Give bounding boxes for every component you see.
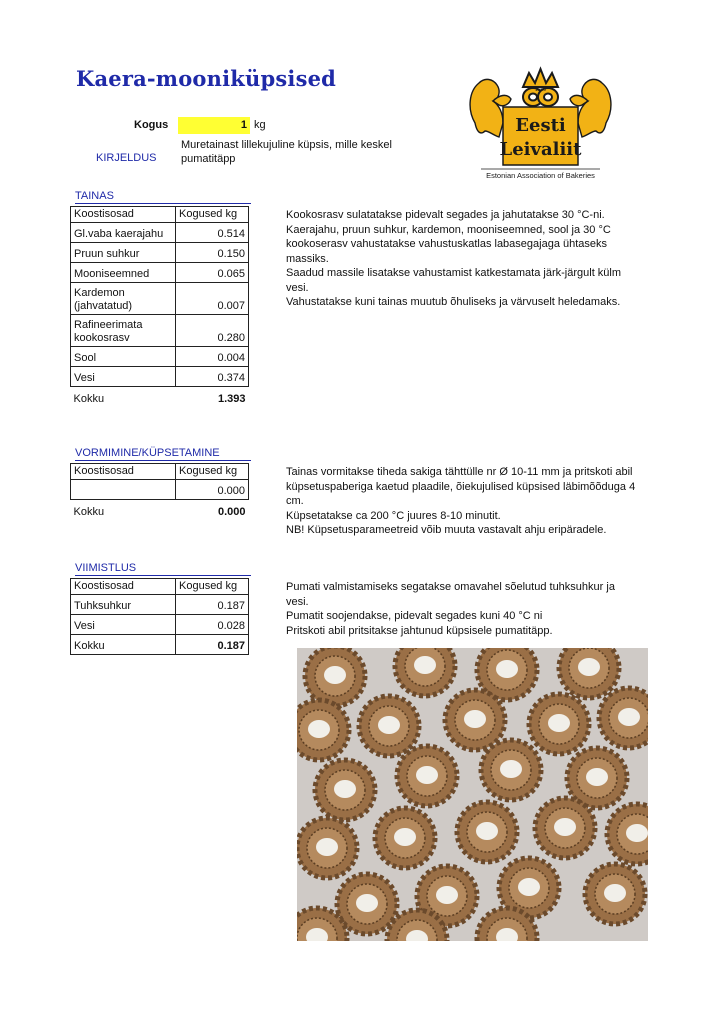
instruction-line: Vahustatakse kuni tainas muutub õhuliseks ja värvuselt heledamaks. — [286, 296, 621, 308]
quantity-unit: kg — [254, 119, 266, 131]
cookie — [297, 818, 357, 878]
table-row — [71, 615, 249, 635]
ingredient-name: Rafineerimata kookosrasv — [71, 315, 176, 347]
column-header-quantities: Kogused kg — [176, 207, 249, 223]
vormimine-table — [70, 463, 249, 520]
quantity-value[interactable]: 1 — [178, 117, 250, 134]
quantity-label: Kogus — [134, 119, 169, 131]
table-header-row — [71, 579, 249, 595]
total-value: 0.000 — [217, 505, 246, 518]
ingredient-name: Kardemon (jahvatatud) — [71, 283, 176, 315]
eesti-leivaliit-logo — [463, 65, 618, 183]
ingredient-name: Gl.vaba kaerajahu — [71, 223, 176, 243]
tainas-instructions — [286, 208, 646, 310]
instruction-line: Saadud massile lisatakse vahustamist katkestamata järk-järgult külm vesi. — [286, 267, 622, 294]
description-text: Muretainast lillekujuline küpsis, mille keskel pumatitäpp — [181, 139, 392, 165]
cookie — [535, 798, 595, 858]
total-value: 1.393 — [217, 392, 246, 405]
viimistlus-table — [70, 578, 249, 655]
ingredient-value: 0.187 — [176, 595, 249, 615]
cookie — [315, 760, 375, 820]
total-row — [71, 500, 249, 520]
instruction-line: Küpsetatakse ca 200 °C juures 8-10 minutit. — [286, 509, 501, 522]
table-row — [71, 367, 249, 387]
instruction-line: Kaerajahu, pruun suhkur, kardemon, mooniseemned, sool ja 30 °C kookoserasv vahustatakse vahustuskatlas labasegajaga ühtaseks massiks. — [286, 223, 611, 265]
instruction-line: Pumatit soojendakse, pidevalt segades kuni 40 °C ni — [286, 610, 543, 622]
column-header-ingredients: Koostisosad — [71, 579, 176, 595]
total-row — [71, 635, 249, 655]
cookie — [481, 740, 541, 800]
ingredient-value: 0.514 — [176, 223, 249, 243]
table-row — [71, 315, 249, 347]
viimistlus-instructions — [286, 580, 636, 638]
ingredient-value: 0.065 — [176, 263, 249, 283]
vormimine-instructions — [286, 465, 646, 538]
ingredient-value: 0.374 — [176, 367, 249, 387]
section-heading-vormimine: VORMIMINE/KÜPSETAMINE — [75, 447, 251, 461]
total-label: Kokku — [73, 505, 105, 518]
recipe-title: Kaera-mooniküpsised — [76, 66, 337, 91]
cookie — [567, 748, 627, 808]
cookie — [607, 804, 648, 864]
table-row — [71, 223, 249, 243]
ingredient-value: 0.028 — [176, 615, 249, 635]
ingredient-value: 0.150 — [176, 243, 249, 263]
cookie — [359, 696, 419, 756]
logo-line2: Leivaliit — [499, 139, 582, 160]
total-value: 0.187 — [176, 635, 249, 655]
column-header-ingredients: Koostisosad — [71, 464, 176, 480]
cookie — [585, 864, 645, 924]
ingredient-value: 0.280 — [176, 315, 249, 347]
table-row — [71, 480, 249, 500]
cookie — [375, 808, 435, 868]
table-row — [71, 243, 249, 263]
total-row — [71, 387, 249, 407]
instruction-line: NB! Küpsetusparameetreid võib muuta vastavalt ahju eripäradele. — [286, 524, 607, 536]
logo-line1: Eesti — [515, 115, 566, 136]
table-header-row — [71, 464, 249, 480]
total-label: Kokku — [71, 635, 176, 655]
cookie — [457, 802, 517, 862]
ingredient-name: Tuhksuhkur — [71, 595, 176, 615]
ingredient-name: Pruun suhkur — [71, 243, 176, 263]
instruction-line: Pumati valmistamiseks segatakse omavahel sõelutud tuhksuhkur ja vesi. — [286, 581, 615, 608]
instruction-line: Pritskoti abil pritsitakse jahtunud küpsisele pumatitäpp. — [286, 624, 553, 637]
tainas-table — [70, 206, 249, 407]
logo-tagline: Estonian Association of Bakeries — [486, 171, 595, 180]
table-row — [71, 347, 249, 367]
column-header-quantities: Kogused kg — [176, 579, 249, 595]
table-row — [71, 595, 249, 615]
ingredient-name: Vesi — [71, 615, 176, 635]
ingredient-value: 0.007 — [176, 283, 249, 315]
section-heading-viimistlus: VIIMISTLUS — [75, 562, 251, 576]
column-header-ingredients: Koostisosad — [71, 207, 176, 223]
section-heading-tainas: TAINAS — [75, 190, 251, 204]
logo-year: 1989 — [534, 87, 547, 93]
cookie — [305, 648, 365, 706]
table-header-row — [71, 207, 249, 223]
instruction-line: Tainas vormitakse tiheda sakiga tähttülle nr Ø 10-11 mm ja pritskoti abil küpsetuspaberiga kaetud plaadile, õiekujulised küpsised läbimõõduga 4 cm. — [286, 466, 636, 507]
cookie — [397, 746, 457, 806]
ingredient-name: Vesi — [71, 367, 176, 387]
cookie — [445, 690, 505, 750]
ingredient-name — [71, 480, 176, 500]
ingredient-value: 0.004 — [176, 347, 249, 367]
column-header-quantities: Kogused kg — [176, 464, 249, 480]
ingredient-name: Mooniseemned — [71, 263, 176, 283]
description-label: KIRJELDUS — [96, 152, 157, 164]
cookie — [529, 694, 589, 754]
table-row — [71, 283, 249, 315]
total-label: Kokku — [73, 392, 105, 405]
table-row — [71, 263, 249, 283]
instruction-line: Kookosrasv sulatatakse pidevalt segades ja jahutatakse 30 °C-ni. — [286, 209, 605, 221]
ingredient-value: 0.000 — [176, 480, 249, 500]
ingredient-name: Sool — [71, 347, 176, 367]
cookies-photo — [297, 648, 648, 941]
